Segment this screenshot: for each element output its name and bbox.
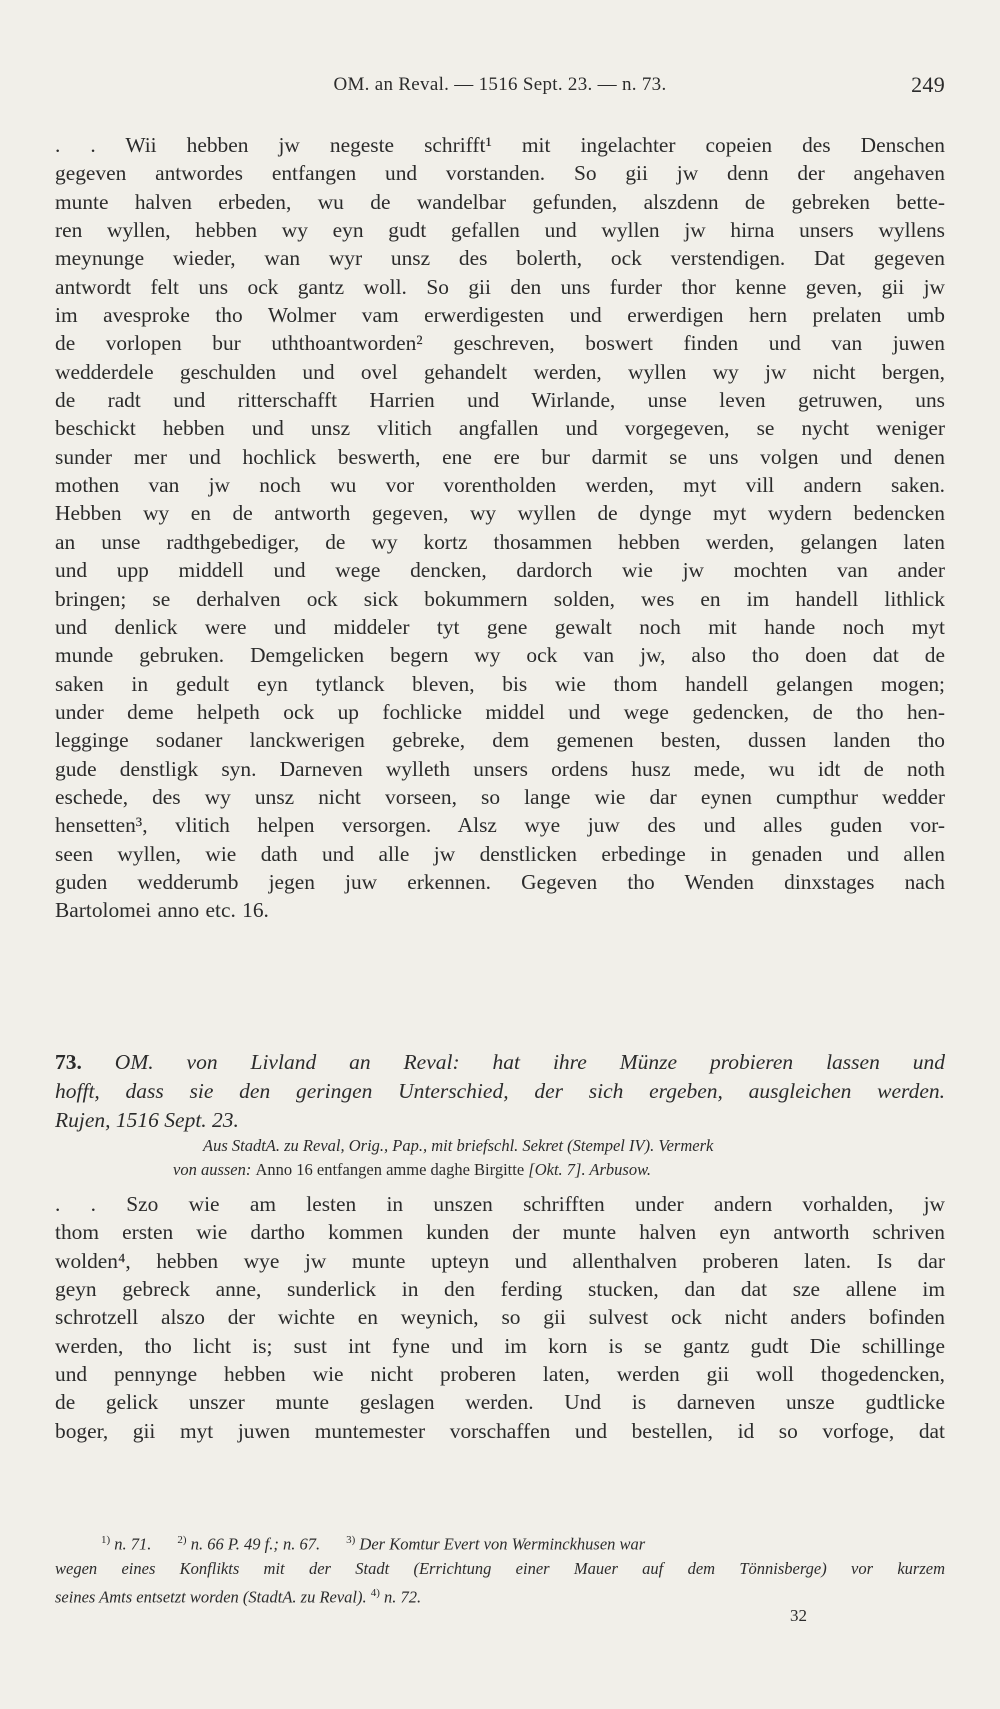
document-number: 73.: [55, 1050, 82, 1074]
running-head: [55, 74, 945, 108]
text-line: im avesproke tho Wolmer vam erwerdigesten und erwerdigen hern prelaten umb: [55, 303, 945, 328]
text-line: gude denstligk syn. Darneven wylleth unsers ordens husz mede, wu idt de noth: [55, 756, 945, 781]
footnote-mark: 3): [346, 1534, 356, 1546]
text-line: wedderdele geschulden und ovel gehandelt werden, wyllen wy jw nicht bergen,: [55, 359, 945, 384]
page-number: 249: [911, 72, 945, 97]
text-line: geyn gebreck anne, sunderlick in den ferding stucken, dan dat sze allene im: [55, 1277, 945, 1302]
source-quote: Anno 16 entfangen amme daghe Birgitte: [255, 1160, 525, 1179]
text-line: de vorlopen bur uththoantworden² geschreven, boswert finden und van juwen: [55, 331, 945, 356]
footnote-line: [55, 1581, 945, 1610]
text-line: antwordt felt uns ock gantz woll. So gii den uns furder thor kenne geven, gii jw: [55, 274, 945, 299]
header-line: Rujen, 1516 Sept. 23.: [55, 1108, 239, 1132]
text-line: eschede, des wy unsz nicht vorseen, so lange wie dar eynen cumpthur wedder: [55, 784, 945, 809]
document-73-header: [55, 1048, 945, 1135]
footnote-mark: 1): [101, 1534, 111, 1546]
text-line: schrotzell alszo der wichte en weynich, so gii sulvest ock nicht anders bofinden: [55, 1305, 945, 1330]
source-line: Aus StadtA. zu Reval, Orig., Pap., mit briefschl. Sekret (Stempel IV). Vermerk: [203, 1136, 714, 1155]
text-line: beschickt hebben und unsz vlitich angfallen und vorgegeven, se nycht weniger: [55, 416, 945, 441]
text-line: thom ersten wie dartho kommen kunden der munte halven eyn antworth schriven: [55, 1220, 945, 1245]
letter-1-text: [55, 131, 945, 925]
running-head-title: OM. an Reval. — 1516 Sept. 23. — n. 73.: [333, 74, 667, 95]
footnote-3-end: seines Amts entsetzt worden (StadtA. zu Reval).: [55, 1587, 367, 1606]
letter-2-text: [55, 1190, 945, 1445]
text-line: an unse radthgebediger, de wy kortz thosammen hebben werden, gelangen laten: [55, 529, 945, 554]
footnote-4: n. 72.: [384, 1587, 422, 1606]
source-note: [55, 1134, 945, 1182]
text-line: munde gebruken. Demgelicken begern wy ock van jw, also tho doen dat de: [55, 643, 945, 668]
text-line: und upp middell und wege dencken, dardorch wie jw mochten van ander: [55, 558, 945, 583]
text-line: . . Wii hebben jw negeste schrifft¹ mit ingelachter copeien des Denschen: [55, 133, 945, 157]
text-line: munte halven erbeden, wu de wandelbar gefunden, alszdenn de gebreken bette-: [55, 189, 945, 214]
text-line: werden, tho licht is; sust int fyne und im korn is se gantz gudt Die schillinge: [55, 1333, 945, 1358]
header-line: hofft, dass sie den geringen Unterschied, der sich ergeben, ausgleichen werden.: [55, 1079, 945, 1103]
footnote-mark: 4): [370, 1586, 380, 1599]
text-line: ren wyllen, hebben wy eyn gudt gefallen und wyllen jw hirna unsers wyllens: [55, 218, 945, 243]
source-prefix: von aussen:: [173, 1160, 252, 1179]
source-suffix: [Okt. 7]. Arbusow.: [528, 1160, 651, 1179]
text-line: gegeven antwordes entfangen und vorstanden. So gii jw denn der angehaven: [55, 161, 945, 186]
text-line: hensetten³, vlitich helpen versorgen. Alsz wye juw des und alles guden vor-: [55, 813, 945, 838]
text-line: wolden⁴, hebben wye jw munte upteyn und allenthalven proberen laten. Is dar: [55, 1248, 945, 1273]
text-line: Bartolomei anno etc. 16.: [55, 898, 269, 923]
text-line: saken in gedult eyn tytlanck bleven, bis wie thom handell gelangen mogen;: [55, 671, 945, 696]
text-line: seen wyllen, wie dath und alle jw denstlicken erbedinge in genaden und allen: [55, 841, 945, 866]
footnotes: [55, 1528, 945, 1609]
footnote-1: n. 71.: [114, 1534, 152, 1554]
text-line: guden wedderumb jegen juw erkennen. Gegeven tho Wenden dinxstages nach: [55, 869, 945, 894]
header-line: [55, 1048, 945, 1077]
signature-mark: 32: [790, 1606, 807, 1625]
text-line: de gelick unszer munte geslagen werden. Und is darneven unsze gudtlicke: [55, 1390, 945, 1415]
text-line: . . Szo wie am lesten in unszen schrifften under andern vorhalden, jw: [55, 1192, 945, 1216]
text-line: boger, gii myt juwen muntemester vorschaffen und bestellen, id so vorfoge, dat: [55, 1418, 945, 1443]
text-line: under deme helpeth ock up fochlicke middel und wege gedencken, de tho hen-: [55, 699, 945, 724]
text-line: legginge sodaner lanckwerigen gebreke, dem gemenen besten, dussen landen tho: [55, 728, 945, 753]
footnote-3-start: Der Komtur Evert von Werminckhusen war: [359, 1534, 646, 1554]
header-line-1-text: OM. von Livland an Reval: hat ihre Münze probieren lassen und: [114, 1050, 945, 1074]
text-line: meynunge wieder, wan wyr unsz des bolerth, ock verstendigen. Dat gegeven: [55, 246, 945, 271]
text-line: Hebben wy en de antworth gegeven, wy wyllen de dynge myt wydern bedencken: [55, 501, 945, 526]
text-line: de radt und ritterschafft Harrien und Wirlande, unse leven getruwen, uns: [55, 388, 945, 413]
source-line: [55, 1158, 945, 1182]
text-line: sunder mer und hochlick beswerth, ene ere bur darmit se uns volgen und denen: [55, 444, 945, 469]
footnote-2: n. 66 P. 49 f.; n. 67.: [190, 1534, 321, 1554]
footnote-line: [55, 1528, 945, 1557]
text-line: und denlick were und middeler tyt gene gewalt noch mit hande noch myt: [55, 614, 945, 639]
text-line: mothen van jw noch wu vor vorentholden werden, myt vill andern saken.: [55, 473, 945, 498]
text-line: und pennynge hebben wie nicht proberen laten, werden gii woll thogedencken,: [55, 1362, 945, 1387]
footnote-line: wegen eines Konflikts mit der Stadt (Errichtung einer Mauer auf dem Tönnisberge) vor kurzem: [55, 1558, 945, 1578]
text-line: bringen; se derhalven ock sick bokummern solden, wes en im handell lithlick: [55, 586, 945, 611]
footnote-mark: 2): [177, 1534, 187, 1546]
